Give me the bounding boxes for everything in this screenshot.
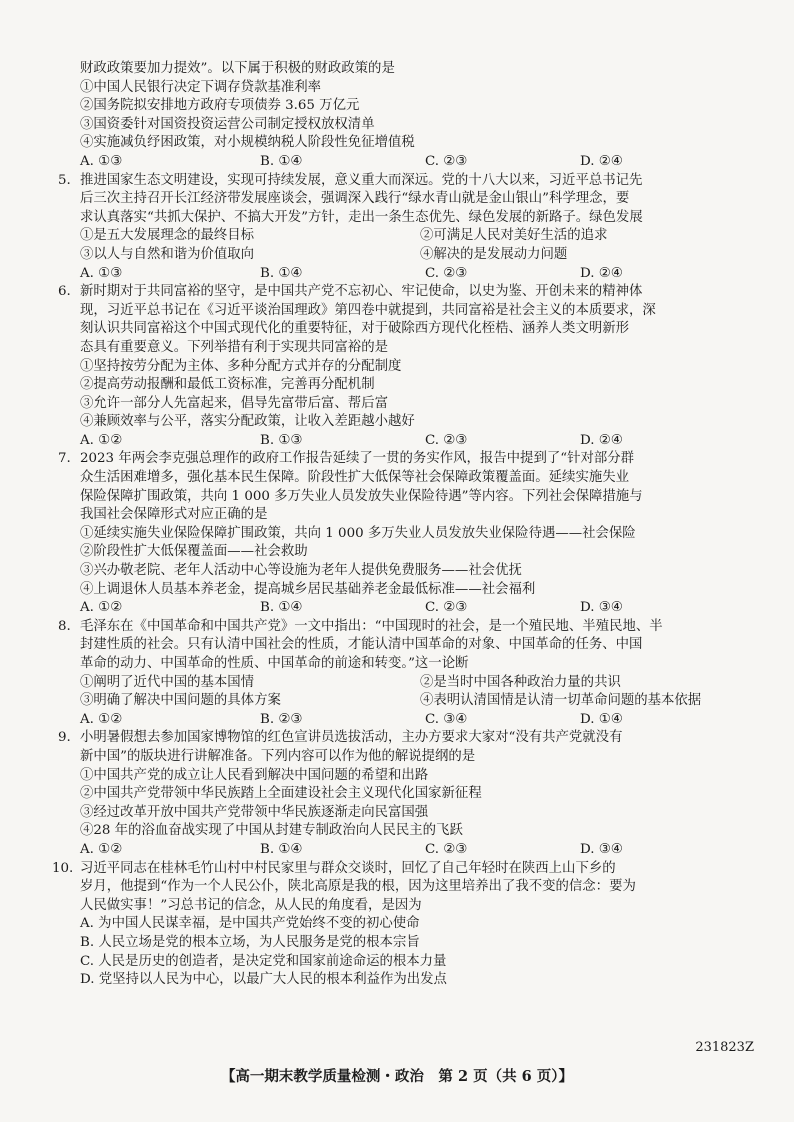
question-content: [52, 60, 738, 990]
q9-item-1: ①中国共产党的成立让人民看到解决中国问题的希望和出路: [80, 767, 429, 783]
q7-options: [58, 599, 738, 618]
q6-stem-1: 新时期对于共同富裕的坚守，是中国共产党不忘初心、牢记使命，以史为鉴、开创未来的精神体: [80, 284, 643, 300]
q8-option-b: B. ②③: [260, 711, 303, 727]
q8-stem-2: 封建性质的社会。只有认清中国社会的性质，才能认清中国革命的对象、中国革命的任务、中国: [80, 637, 643, 653]
q5-options: [58, 265, 738, 284]
q5-option-c: C. ②③: [425, 265, 468, 281]
q5-items-row-2: [58, 246, 738, 265]
q6-stem-4: 态具有重要意义。下列举措有利于实现共同富裕的是: [80, 339, 388, 355]
q8-items-row-2: [58, 692, 738, 711]
q6-stem-2: 现，习近平总书记在《习近平谈治国理政》第四卷中就提到，共同富裕是社会主义的本质要求，深: [80, 302, 656, 318]
q4-item-1: ①中国人民银行决定下调存贷款基准利率: [80, 79, 322, 95]
q9-options: [58, 841, 738, 860]
q9-option-a: A. ①②: [80, 841, 123, 857]
q8-number: 8.: [58, 618, 71, 634]
q9-item-2: ②中国共产党带领中华民族踏上全面建设社会主义现代化国家新征程: [80, 786, 482, 802]
q4-option-b: B. ①④: [260, 153, 303, 169]
q6-item-2: ②提高劳动报酬和最低工资标准，完善再分配机制: [80, 377, 375, 393]
q4-option-c: C. ②③: [425, 153, 468, 169]
q5-item-1: ①是五大发展理念的最终目标: [80, 228, 255, 244]
q5-option-b: B. ①④: [260, 265, 303, 281]
q5-item-3: ③以人与自然和谐为价值取向: [80, 246, 255, 262]
q5-stem-2: 后三次主持召开长江经济带发展座谈会，强调深入践行“绿水青山就是金山银山”科学理念，要: [80, 191, 630, 207]
q7-option-b: B. ①④: [260, 600, 303, 616]
q8-options: [58, 711, 738, 730]
q8-item-4: ④表明认清国情是认清一切革命问题的基本依据: [420, 693, 702, 709]
question-7: [58, 450, 738, 617]
q7-option-c: C. ②③: [425, 600, 468, 616]
q6-item-4: ④兼顾效率与公平，落实分配政策，让收入差距越小越好: [80, 414, 415, 430]
q8-option-a: A. ①②: [80, 711, 123, 727]
q5-item-4: ④解决的是发展动力问题: [420, 246, 568, 262]
q4-option-d: D. ②④: [580, 153, 623, 169]
q9-item-4: ④28 年的浴血奋战实现了中国从封建专制政治向人民民主的飞跃: [80, 823, 463, 839]
q4-stem-tail: 财政政策要加力提效”。以下属于积极的财政政策的是: [80, 61, 395, 76]
question-5: [58, 172, 738, 284]
q8-stem-1: 毛泽东在《中国革命和中国共产党》一文中指出：“中国现时的社会，是一个殖民地、半殖民地、半: [80, 618, 663, 634]
q8-option-c: C. ③④: [425, 711, 468, 727]
q5-stem-3: 求认真落实“共抓大保护、不搞大开发”方针，走出一条生态优先、绿色发展的新路子。绿色发展: [80, 209, 643, 225]
q8-stem-3: 革命的动力、中国革命的性质、中国革命的前途和转变。”这一论断: [80, 656, 469, 671]
q10-option-c: C. 人民是历史的创造者，是决定党和国家前途命运的根本力量: [80, 953, 447, 969]
q7-option-a: A. ①②: [80, 600, 123, 616]
q5-number: 5.: [58, 172, 71, 188]
q6-item-3: ③允许一部分人先富起来，倡导先富带后富、帮后富: [80, 395, 388, 411]
q6-option-a: A. ①②: [80, 432, 123, 448]
q7-item-1: ①延续实施失业保险保障扩围政策，共向 1 000 多万失业人员发放失业保险待遇——社会保险: [80, 525, 636, 541]
q8-item-3: ③明确了解决中国问题的具体方案: [80, 693, 281, 709]
q8-item-2: ②是当时中国各种政治力量的共识: [420, 674, 621, 690]
q7-item-2: ②阶段性扩大低保覆盖面——社会救助: [80, 544, 308, 560]
question-10: [52, 860, 738, 990]
q7-stem-1: 2023 年两会李克强总理作的政府工作报告延续了一贯的务实作风，报告中提到了“针对部分群: [80, 451, 635, 467]
q7-option-d: D. ③④: [580, 600, 623, 616]
q7-stem-4: 我国社会保障形式对应正确的是: [80, 507, 268, 523]
q5-items-row-1: [58, 227, 738, 246]
q10-option-b: B. 人民立场是党的根本立场，为人民服务是党的根本宗旨: [80, 934, 420, 950]
q4-options: [58, 153, 738, 172]
q4-item-2: ②国务院拟安排地方政府专项债券 3.65 万亿元: [80, 98, 360, 114]
q10-option-d: D. 党坚持以人民为中心，以最广大人民的根本利益作为出发点: [80, 972, 447, 988]
q7-stem-2: 众生活困难增多，强化基本民生保障。阶段性扩大低保等社会保障政策覆盖面。延续实施失业: [80, 470, 630, 486]
q5-option-d: D. ②④: [580, 265, 623, 281]
q9-item-3: ③经过改革开放中国共产党带领中华民族逐渐走向民富国强: [80, 804, 429, 820]
q9-option-d: D. ③④: [580, 841, 623, 857]
q6-options: [58, 432, 738, 451]
question-9: [58, 729, 738, 859]
q8-option-d: D. ①④: [580, 711, 623, 727]
q9-stem-2: 新中国”的版块进行讲解准备。下列内容可以作为他的解说提纲的是: [80, 748, 476, 764]
q7-number: 7.: [58, 451, 71, 467]
q6-number: 6.: [58, 284, 71, 300]
page-footer: 【高一期末教学质量检测・政治 第 2 页（共 6 页）】: [220, 1068, 574, 1085]
q10-stem-2: 岁月，他提到“作为一个人民公仆，陕北高原是我的根，因为这里培养出了我不变的信念：要为: [80, 879, 636, 895]
q4-item-4: ④实施减负纾困政策，对小规模纳税人阶段性免征增值税: [80, 135, 415, 151]
q4-item-3: ③国资委针对国资投资运营公司制定授权放权清单: [80, 116, 375, 132]
q6-item-1: ①坚持按劳分配为主体、多种分配方式并存的分配制度: [80, 358, 402, 374]
q10-stem-3: 人民做实事！”习总书记的信念，从人民的角度看，是因为: [80, 897, 422, 913]
q9-number: 9.: [58, 730, 71, 746]
q4-option-a: A. ①③: [80, 153, 123, 169]
q9-stem-1: 小明暑假想去参加国家博物馆的红色宣讲员选拔活动，主办方要求大家对“没有共产党就没有: [80, 730, 623, 746]
q6-option-c: C. ②③: [425, 432, 468, 448]
q8-items-row-1: [58, 674, 738, 693]
q9-option-c: C. ②③: [425, 841, 468, 857]
q6-stem-3: 刻认识共同富裕这个中国式现代化的重要特征，对于破除西方现代化桎梏、涵养人类文明新形: [80, 321, 630, 337]
q10-number: 10.: [52, 860, 74, 876]
q6-option-b: B. ①③: [260, 432, 303, 448]
q6-option-d: D. ②④: [580, 432, 623, 448]
q7-item-3: ③兴办敬老院、老年人活动中心等设施为老年人提供免费服务——社会优抚: [80, 563, 522, 579]
q7-item-4: ④上调退休人员基本养老金，提高城乡居民基础养老金最低标准——社会福利: [80, 581, 536, 597]
q5-stem-1: 推进国家生态文明建设，实现可持续发展，意义重大而深远。党的十八大以来，习近平总书记先: [80, 172, 643, 188]
paper-code: 231823Z: [695, 1040, 754, 1055]
q9-option-b: B. ①④: [260, 841, 303, 857]
q7-stem-3: 保险保障扩围政策，共向 1 000 多万失业人员发放失业保险待遇”等内容。下列社会保障措施与: [80, 488, 643, 504]
q5-option-a: A. ①③: [80, 265, 123, 281]
q10-option-a: A. 为中国人民谋幸福，是中国共产党始终不变的初心使命: [80, 916, 420, 932]
q5-item-2: ②可满足人民对美好生活的追求: [420, 228, 608, 244]
question-8: [58, 618, 738, 730]
q8-item-1: ①阐明了近代中国的基本国情: [80, 674, 255, 690]
q10-stem-1: 习近平同志在桂林毛竹山村中村民家里与群众交谈时，回忆了自己年轻时在陕西上山下乡的: [80, 860, 616, 876]
question-6: [58, 283, 738, 450]
